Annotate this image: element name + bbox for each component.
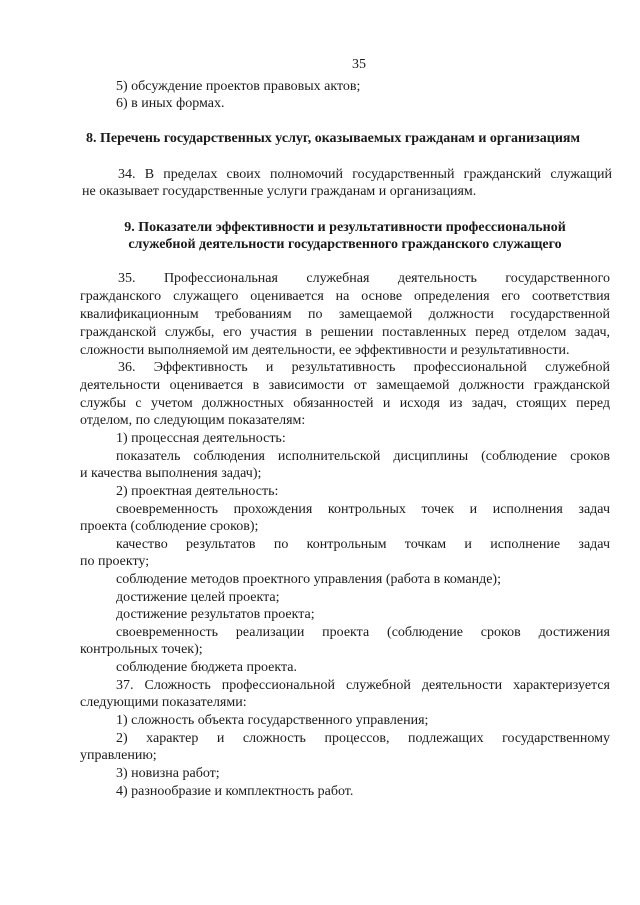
text-line: 1) процессная деятельность: <box>116 431 286 446</box>
text-line: проекта (соблюдение сроков); <box>80 519 259 534</box>
text-line: 34. В пределах своих полномочий государственный гражданский служащий <box>118 167 612 182</box>
text-line: 5) обсуждение проектов правовых актов; <box>116 79 361 94</box>
text-line: своевременность прохождения контрольных точек и исполнения задач <box>116 502 610 517</box>
text-line: и качества выполнения задач); <box>80 466 262 481</box>
text-line: 3) новизна работ; <box>116 766 220 781</box>
text-line: следующими показателями: <box>80 695 247 710</box>
text-line: соблюдение методов проектного управления (работа в команде); <box>116 572 501 587</box>
text-line: 35. Профессиональная служебная деятельность государственного <box>118 271 610 286</box>
text-line: достижение целей проекта; <box>116 590 280 605</box>
text-line: 37. Сложность профессиональной служебной деятельности характеризуется <box>116 678 610 693</box>
text-line: отделом, по следующим показателям: <box>80 413 306 428</box>
text-line: управлению; <box>80 748 157 763</box>
text-line: гражданского служащего оценивается на основе определения его соответствия <box>80 289 610 304</box>
text-line: контрольных точек); <box>80 642 203 657</box>
text-line: 2) характер и сложность процессов, подлежащих государственному <box>116 731 610 746</box>
text-line: по проекту; <box>80 554 150 569</box>
text-line: достижение результатов проекта; <box>116 607 315 622</box>
text-line: 4) разнообразие и комплектность работ. <box>116 784 354 799</box>
text-line: 6) в иных формах. <box>116 96 225 111</box>
text-line: показатель соблюдения исполнительской дисциплины (соблюдение сроков <box>116 449 610 464</box>
section-heading-9: 9. Показатели эффективности и результативности профессиональной <box>124 220 566 235</box>
section-heading-9: служебной деятельности государственного гражданского служащего <box>128 237 562 252</box>
text-line: 2) проектная деятельность: <box>116 484 279 499</box>
text-line: деятельности оценивается в зависимости от замещаемой должности гражданской <box>80 378 610 393</box>
text-line: своевременность реализации проекта (соблюдение сроков достижения <box>116 625 610 640</box>
section-heading-8: 8. Перечень государственных услуг, оказываемых гражданам и организациям <box>86 131 581 146</box>
text-line: сложности выполняемой им деятельности, ее эффективности и результативности. <box>80 343 570 358</box>
text-line: 36. Эффективность и результативность профессиональной служебной <box>118 360 610 375</box>
text-line: соблюдение бюджета проекта. <box>116 660 297 675</box>
text-line: 1) сложность объекта государственного управления; <box>116 713 429 728</box>
text-line: гражданской службы, его участия в решении поставленных перед отделом задач, <box>80 325 610 340</box>
text-line: не оказывает государственные услуги гражданам и организациям. <box>82 184 477 199</box>
text-line: квалификационным требованиям по замещаемой должности государственной <box>80 307 610 322</box>
text-line: качество результатов по контрольным точкам и исполнение задач <box>116 537 610 552</box>
text-line: службы с учетом должностных обязанностей и исходя из задач, стоящих перед <box>80 396 610 411</box>
page-number: 35 <box>352 57 366 72</box>
